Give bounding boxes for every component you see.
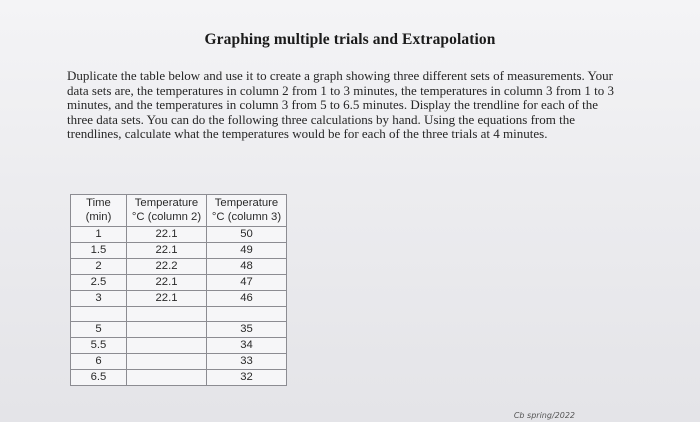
temp-col3-cell: 32: [207, 370, 287, 386]
instructions-paragraph: Duplicate the table below and use it to create a graph showing three different sets of measurements. Your data sets are, the temperatures in column 2 from 1 to 3 minutes, the temperatures in column 3 from 1 to 3 minutes, and the temperatures in column 3 from 5 to 6.5 minutes. Display the trendline for each of the three data sets. You can do the following three calculations by hand. Using the equations from the trendlines, calculate what the temperatures would be for each of the three trials at 4 minutes.: [67, 68, 614, 142]
temp-col3-cell: 33: [207, 354, 287, 370]
temp-col2-cell: [127, 354, 207, 370]
temp-col3-cell: 47: [207, 275, 287, 291]
table-row: [71, 243, 287, 259]
measurement-table: [70, 194, 287, 386]
temp-col2-cell: 22.2: [127, 259, 207, 275]
temp-col3-cell: 35: [207, 322, 287, 338]
temp-col2-cell: 22.1: [127, 291, 207, 307]
header-temp-col3-line1: Temperature: [214, 197, 279, 209]
temp-col3-cell: 46: [207, 291, 287, 307]
temp-col2-cell: [127, 322, 207, 338]
temp-col3-cell: [207, 307, 287, 322]
time-cell: 5.5: [71, 338, 127, 354]
temp-col3-cell: 49: [207, 243, 287, 259]
header-temp-col2-line2: °C (column 2): [131, 210, 202, 223]
time-cell: 3: [71, 291, 127, 307]
header-time-line1: Time: [86, 197, 111, 209]
table-row: [71, 354, 287, 370]
table-row: [71, 291, 287, 307]
time-cell: 6.5: [71, 370, 127, 386]
table-row: [71, 275, 287, 291]
page-title: Graphing multiple trials and Extrapolation: [204, 31, 496, 48]
table-row-empty: [71, 307, 287, 322]
header-temp-col2: [127, 195, 207, 227]
temp-col2-cell: [127, 338, 207, 354]
temp-col3-cell: 50: [207, 227, 287, 243]
footer-signature: Cb spring/2022: [513, 411, 575, 420]
time-cell: 2: [71, 259, 127, 275]
temp-col2-cell: 22.1: [127, 243, 207, 259]
header-temp-col2-line1: Temperature: [134, 197, 199, 209]
table-row: [71, 322, 287, 338]
temp-col2-cell: 22.1: [127, 227, 207, 243]
temp-col2-cell: [127, 370, 207, 386]
time-cell: 5: [71, 322, 127, 338]
time-cell: 1.5: [71, 243, 127, 259]
header-time-line2: (min): [85, 210, 112, 223]
temp-col3-cell: 34: [207, 338, 287, 354]
time-cell: 2.5: [71, 275, 127, 291]
table-row: [71, 227, 287, 243]
temp-col3-cell: 48: [207, 259, 287, 275]
table-row: [71, 370, 287, 386]
header-time: [71, 195, 127, 227]
table-row: [71, 259, 287, 275]
time-cell: [71, 307, 127, 322]
time-cell: 1: [71, 227, 127, 243]
temp-col2-cell: 22.1: [127, 275, 207, 291]
time-cell: 6: [71, 354, 127, 370]
table-header-row: [71, 195, 287, 227]
temp-col2-cell: [127, 307, 207, 322]
table-row: [71, 338, 287, 354]
header-temp-col3: [207, 195, 287, 227]
header-temp-col3-line2: °C (column 3): [211, 210, 282, 223]
